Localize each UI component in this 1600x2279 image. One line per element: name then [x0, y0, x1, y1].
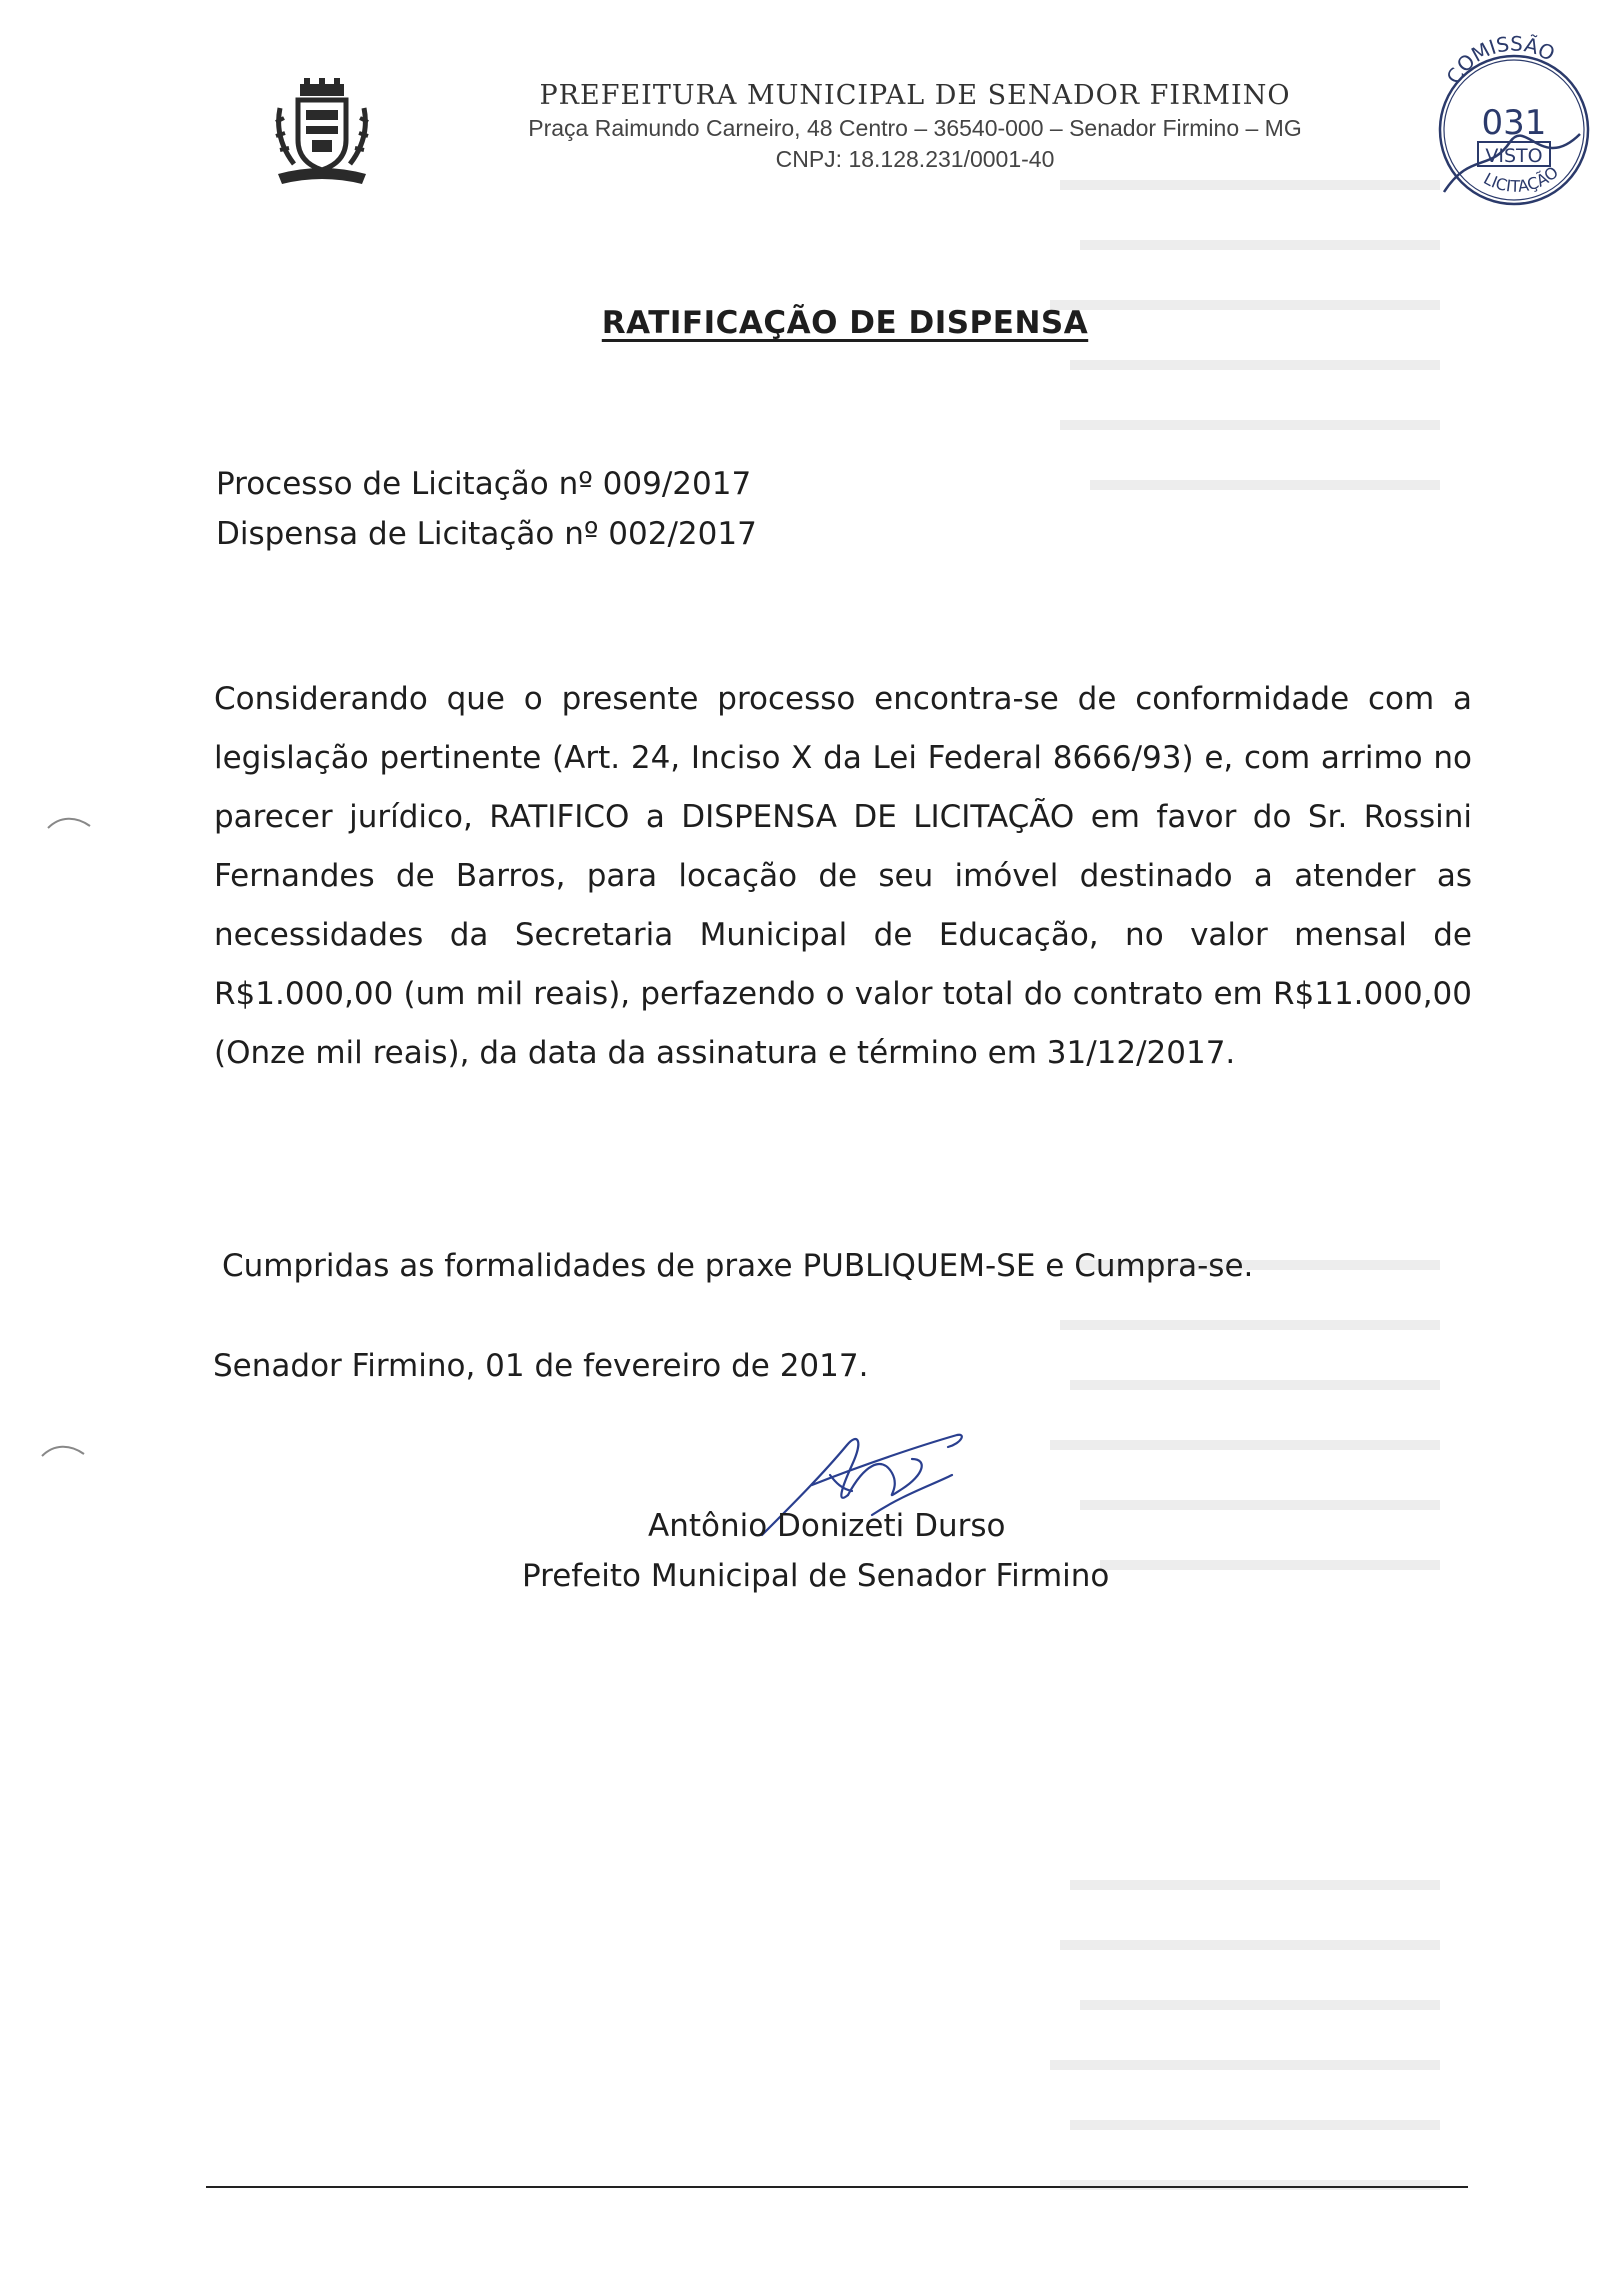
commission-stamp: [1430, 22, 1590, 212]
municipal-crest-icon: [272, 78, 372, 186]
place-and-date: Senador Firmino, 01 de fevereiro de 2017.: [213, 1348, 869, 1384]
closing-statement: Cumpridas as formalidades de praxe PUBLIQUEM-SE e Cumpra-se.: [222, 1248, 1254, 1284]
stamp-bottom-text: LICITAÇÃO: [1480, 162, 1562, 196]
stamp-top-text: COMISSÃO: [1441, 31, 1559, 89]
document-title: RATIFICAÇÃO DE DISPENSA: [601, 305, 1089, 341]
scan-mark: [40, 1440, 86, 1460]
scan-mark: [46, 812, 92, 832]
dispensation-number: Dispensa de Licitação nº 002/2017: [216, 516, 757, 552]
signatory-name: Antônio Donizeti Durso: [648, 1508, 1006, 1544]
stamp-middle-text: VISTO: [1485, 145, 1543, 167]
signatory-title: Prefeito Municipal de Senador Firmino: [522, 1558, 1110, 1594]
process-number: Processo de Licitação nº 009/2017: [216, 466, 752, 502]
letterhead-address: Praça Raimundo Carneiro, 48 Centro – 36540-000 – Senador Firmino – MG: [528, 115, 1302, 141]
ratification-paragraph: Considerando que o presente processo encontra-se de conformidade com a legislação pertinente (Art. 24, Inciso X da Lei Federal 8666/93) e, com arrimo no parecer jurídico, RATIFICO a DISPENSA DE LICITAÇÃO em favor do Sr. Rossini Fernandes de Barros, para locação de seu imóvel destinado a atender as necessidades da Secretaria Municipal de Educação, no valor mensal de R$1.000,00 (um mil reais), perfazendo o valor total do contrato em R$11.000,00 (Onze mil reais), da data da assinatura e término em 31/12/2017.: [214, 681, 1472, 1071]
letterhead-cnpj: CNPJ: 18.128.231/0001-40: [775, 146, 1055, 172]
letterhead-title: PREFEITURA MUNICIPAL DE SENADOR FIRMINO: [539, 80, 1291, 111]
letterhead: [440, 80, 1390, 173]
footer-rule: [206, 2186, 1468, 2188]
stamp-number: 031: [1481, 103, 1547, 143]
show-through-texture: [1040, 150, 1460, 2250]
